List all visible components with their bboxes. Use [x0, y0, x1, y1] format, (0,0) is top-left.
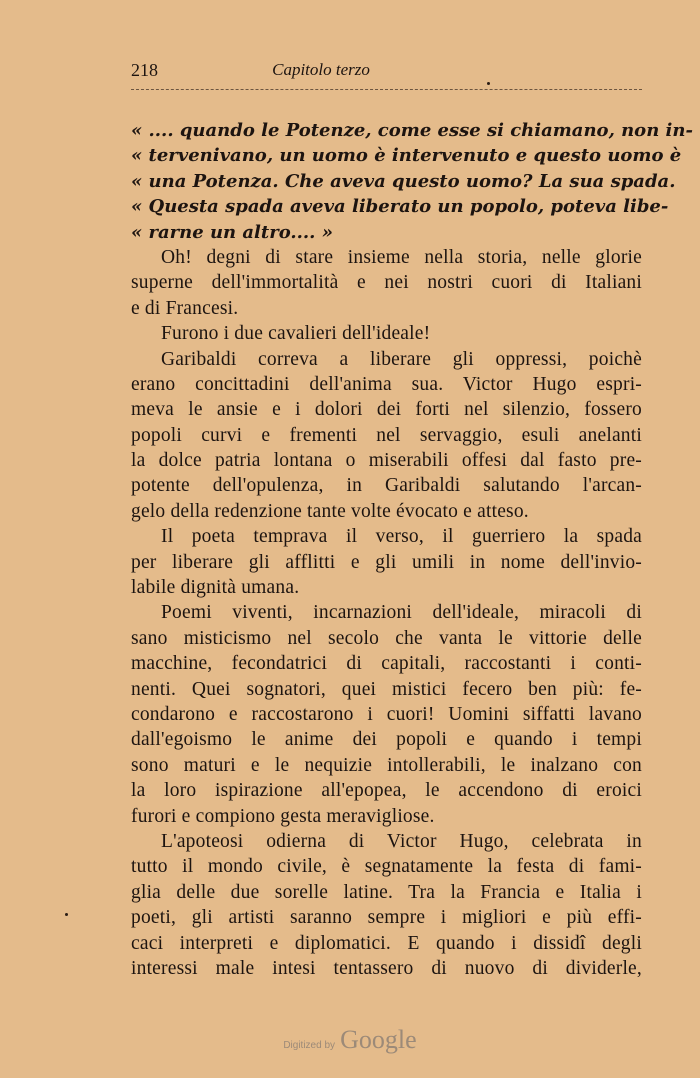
paragraph [131, 829, 642, 981]
text-line: condarono e raccostarono i cuori! Uomini siffatti lavano [131, 703, 642, 725]
google-logo: Google [340, 1025, 417, 1054]
text-line: nenti. Quei sognatori, quei mistici fecero ben più: fe- [131, 678, 642, 700]
text-line: sano misticismo nel secolo che vanta le vittorie delle [131, 627, 642, 649]
chapter-title: Capitolo terzo [272, 60, 370, 79]
text-line: meva le ansie e i dolori dei forti nel silenzio, fossero [131, 399, 642, 421]
quote-line: « tervenivano, un uomo è intervenuto e questo uomo è [131, 145, 682, 167]
page-body [131, 118, 693, 981]
paragraph [131, 347, 642, 525]
scan-speck [487, 82, 490, 85]
quotation-block [131, 118, 693, 245]
paragraph [131, 245, 642, 321]
quote-line: « rarne un altro.... » [131, 221, 333, 243]
text-line: furori e compiono gesta meravigliose. [131, 805, 435, 827]
text-line: erano concittadini dell'anima sua. Victor Hugo espri- [131, 373, 642, 395]
text-line: Garibaldi correva a liberare gli oppressi, poichè [161, 348, 642, 370]
paragraph [131, 321, 642, 346]
page-number: 218 [131, 60, 158, 80]
text-line: L'apoteosi odierna di Victor Hugo, celebrata in [161, 830, 642, 852]
quote-line: « una Potenza. Che aveva questo uomo? La sua spada. [131, 170, 676, 192]
text-line: potente dell'opulenza, in Garibaldi salutando l'arcan- [131, 475, 642, 497]
text-line: Poemi viventi, incarnazioni dell'ideale, miracoli di [161, 602, 642, 624]
text-line: Oh! degni di stare insieme nella storia, nelle glorie [161, 246, 642, 268]
text-line: la dolce patria lontana o miserabili offesi dal fasto pre- [131, 450, 642, 472]
text-line: macchine, fecondatrici di capitali, raccostanti i conti- [131, 653, 642, 675]
text-line: tutto il mondo civile, è segnatamente la festa di fami- [131, 856, 642, 878]
quote-line: « Questa spada aveva liberato un popolo, poteva libe- [131, 196, 669, 218]
text-line: caci interpreti e diplomatici. E quando i dissidî degli [131, 932, 642, 954]
paragraph [131, 524, 642, 600]
text-line: dall'egoismo le anime dei popoli e quando i tempi [131, 729, 642, 751]
text-line: glia delle due sorelle latine. Tra la Francia e Italia i [131, 881, 642, 903]
text-line: la loro ispirazione all'epopea, le accendono di eroici [131, 780, 642, 802]
text-line: per liberare gli afflitti e gli umili in nome dell'invio- [131, 551, 642, 573]
scan-speck [65, 913, 68, 916]
header-rule [131, 89, 642, 90]
running-header [131, 60, 642, 82]
text-line: gelo della redenzione tante volte évocato e atteso. [131, 500, 529, 522]
text-line: sono maturi e le nequizie intollerabili, le inalzano con [131, 754, 642, 776]
text-line: interessi male intesi tentassero di nuovo di dividerle, [131, 957, 642, 979]
text-line: e di Francesi. [131, 297, 239, 319]
text-line: labile dignità umana. [131, 577, 300, 599]
digitization-watermark [0, 1025, 700, 1055]
text-line: superne dell'immortalità e nei nostri cuori di Italiani [131, 272, 642, 294]
paragraph [131, 600, 642, 829]
digitized-by-label: Digitized by [283, 1040, 336, 1051]
text-line: Il poeta temprava il verso, il guerriero la spada [161, 526, 642, 548]
text-line: Furono i due cavalieri dell'ideale! [161, 323, 431, 345]
quote-line: « .... quando le Potenze, come esse si chiamano, non in- [131, 120, 693, 141]
text-line: poeti, gli artisti saranno sempre i migliori e più effi- [131, 907, 642, 929]
text-line: popoli curvi e frementi nel servaggio, esuli anelanti [131, 424, 642, 446]
